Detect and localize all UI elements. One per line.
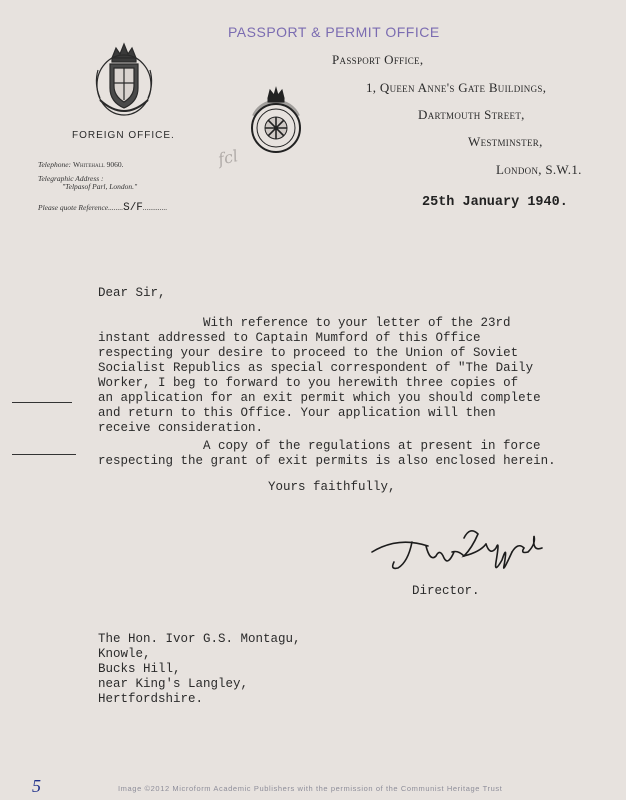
salutation: Dear Sir, bbox=[98, 286, 166, 300]
address-line-4: Westminster, bbox=[468, 134, 543, 149]
paragraph1-line-2: instant addressed to Captain Mumford of this Office bbox=[98, 331, 481, 345]
department-label: FOREIGN OFFICE. bbox=[72, 130, 175, 141]
recipient-line-1: The Hon. Ivor G.S. Montagu, bbox=[98, 632, 301, 646]
paragraph2-line-1: A copy of the regulations at present in force bbox=[203, 439, 541, 453]
telephone-value: Whitehall 9060. bbox=[72, 160, 124, 169]
letter-date: 25th January 1940. bbox=[422, 195, 568, 210]
national-service-badge bbox=[250, 86, 302, 156]
paragraph1-line-3: respecting your desire to proceed to the Union of Soviet bbox=[98, 346, 519, 360]
paragraph1-line-8: receive consideration. bbox=[98, 421, 264, 435]
paragraph1-line-1: With reference to your letter of the 23rd bbox=[203, 316, 511, 330]
paragraph1-line-7: and return to this Office. Your application will then bbox=[98, 406, 496, 420]
margin-mark bbox=[12, 454, 76, 455]
telegraphic-value: "Telpasof Parl, London." bbox=[62, 182, 138, 191]
signature bbox=[368, 522, 548, 578]
reference-value: S/F bbox=[123, 202, 143, 214]
office-stamp: PASSPORT & PERMIT OFFICE bbox=[228, 24, 440, 40]
image-credit: Image ©2012 Microform Academic Publishers with the permission of the Communist Heritage Trust bbox=[118, 784, 503, 793]
telephone-line bbox=[38, 160, 123, 169]
paragraph2-line-2: respecting the grant of exit permits is also enclosed herein. bbox=[98, 454, 556, 468]
paragraph1-line-4: Socialist Republics as special correspondent of "The Daily bbox=[98, 361, 534, 375]
recipient-line-2: Knowle, bbox=[98, 647, 151, 661]
margin-mark bbox=[12, 402, 72, 403]
reference-label: Please quote Reference bbox=[38, 203, 109, 212]
address-line-2: 1, Queen Anne's Gate Buildings, bbox=[366, 80, 547, 95]
recipient-line-3: Bucks Hill, bbox=[98, 662, 181, 676]
reference-line: Please quote Reference........S/F............. bbox=[38, 202, 168, 214]
paragraph1-line-5: Worker, I beg to forward to you herewith three copies of bbox=[98, 376, 519, 390]
paragraph1-line-6: an application for an exit permit which you should complete bbox=[98, 391, 541, 405]
telegraphic-label: Telegraphic Address : bbox=[38, 174, 104, 183]
address-line-5: London, S.W.1. bbox=[496, 162, 582, 177]
royal-arms-emblem bbox=[92, 40, 156, 124]
recipient-line-5: Hertfordshire. bbox=[98, 692, 204, 706]
signatory-title: Director. bbox=[412, 584, 480, 598]
address-line-3: Dartmouth Street, bbox=[418, 107, 525, 122]
pencil-note: fcl bbox=[216, 146, 240, 169]
recipient-line-4: near King's Langley, bbox=[98, 677, 249, 691]
closing: Yours faithfully, bbox=[268, 480, 396, 494]
page-mark: 5 bbox=[32, 776, 41, 796]
address-line-1: Passport Office, bbox=[332, 52, 424, 67]
telephone-label: Telephone: bbox=[38, 160, 72, 169]
